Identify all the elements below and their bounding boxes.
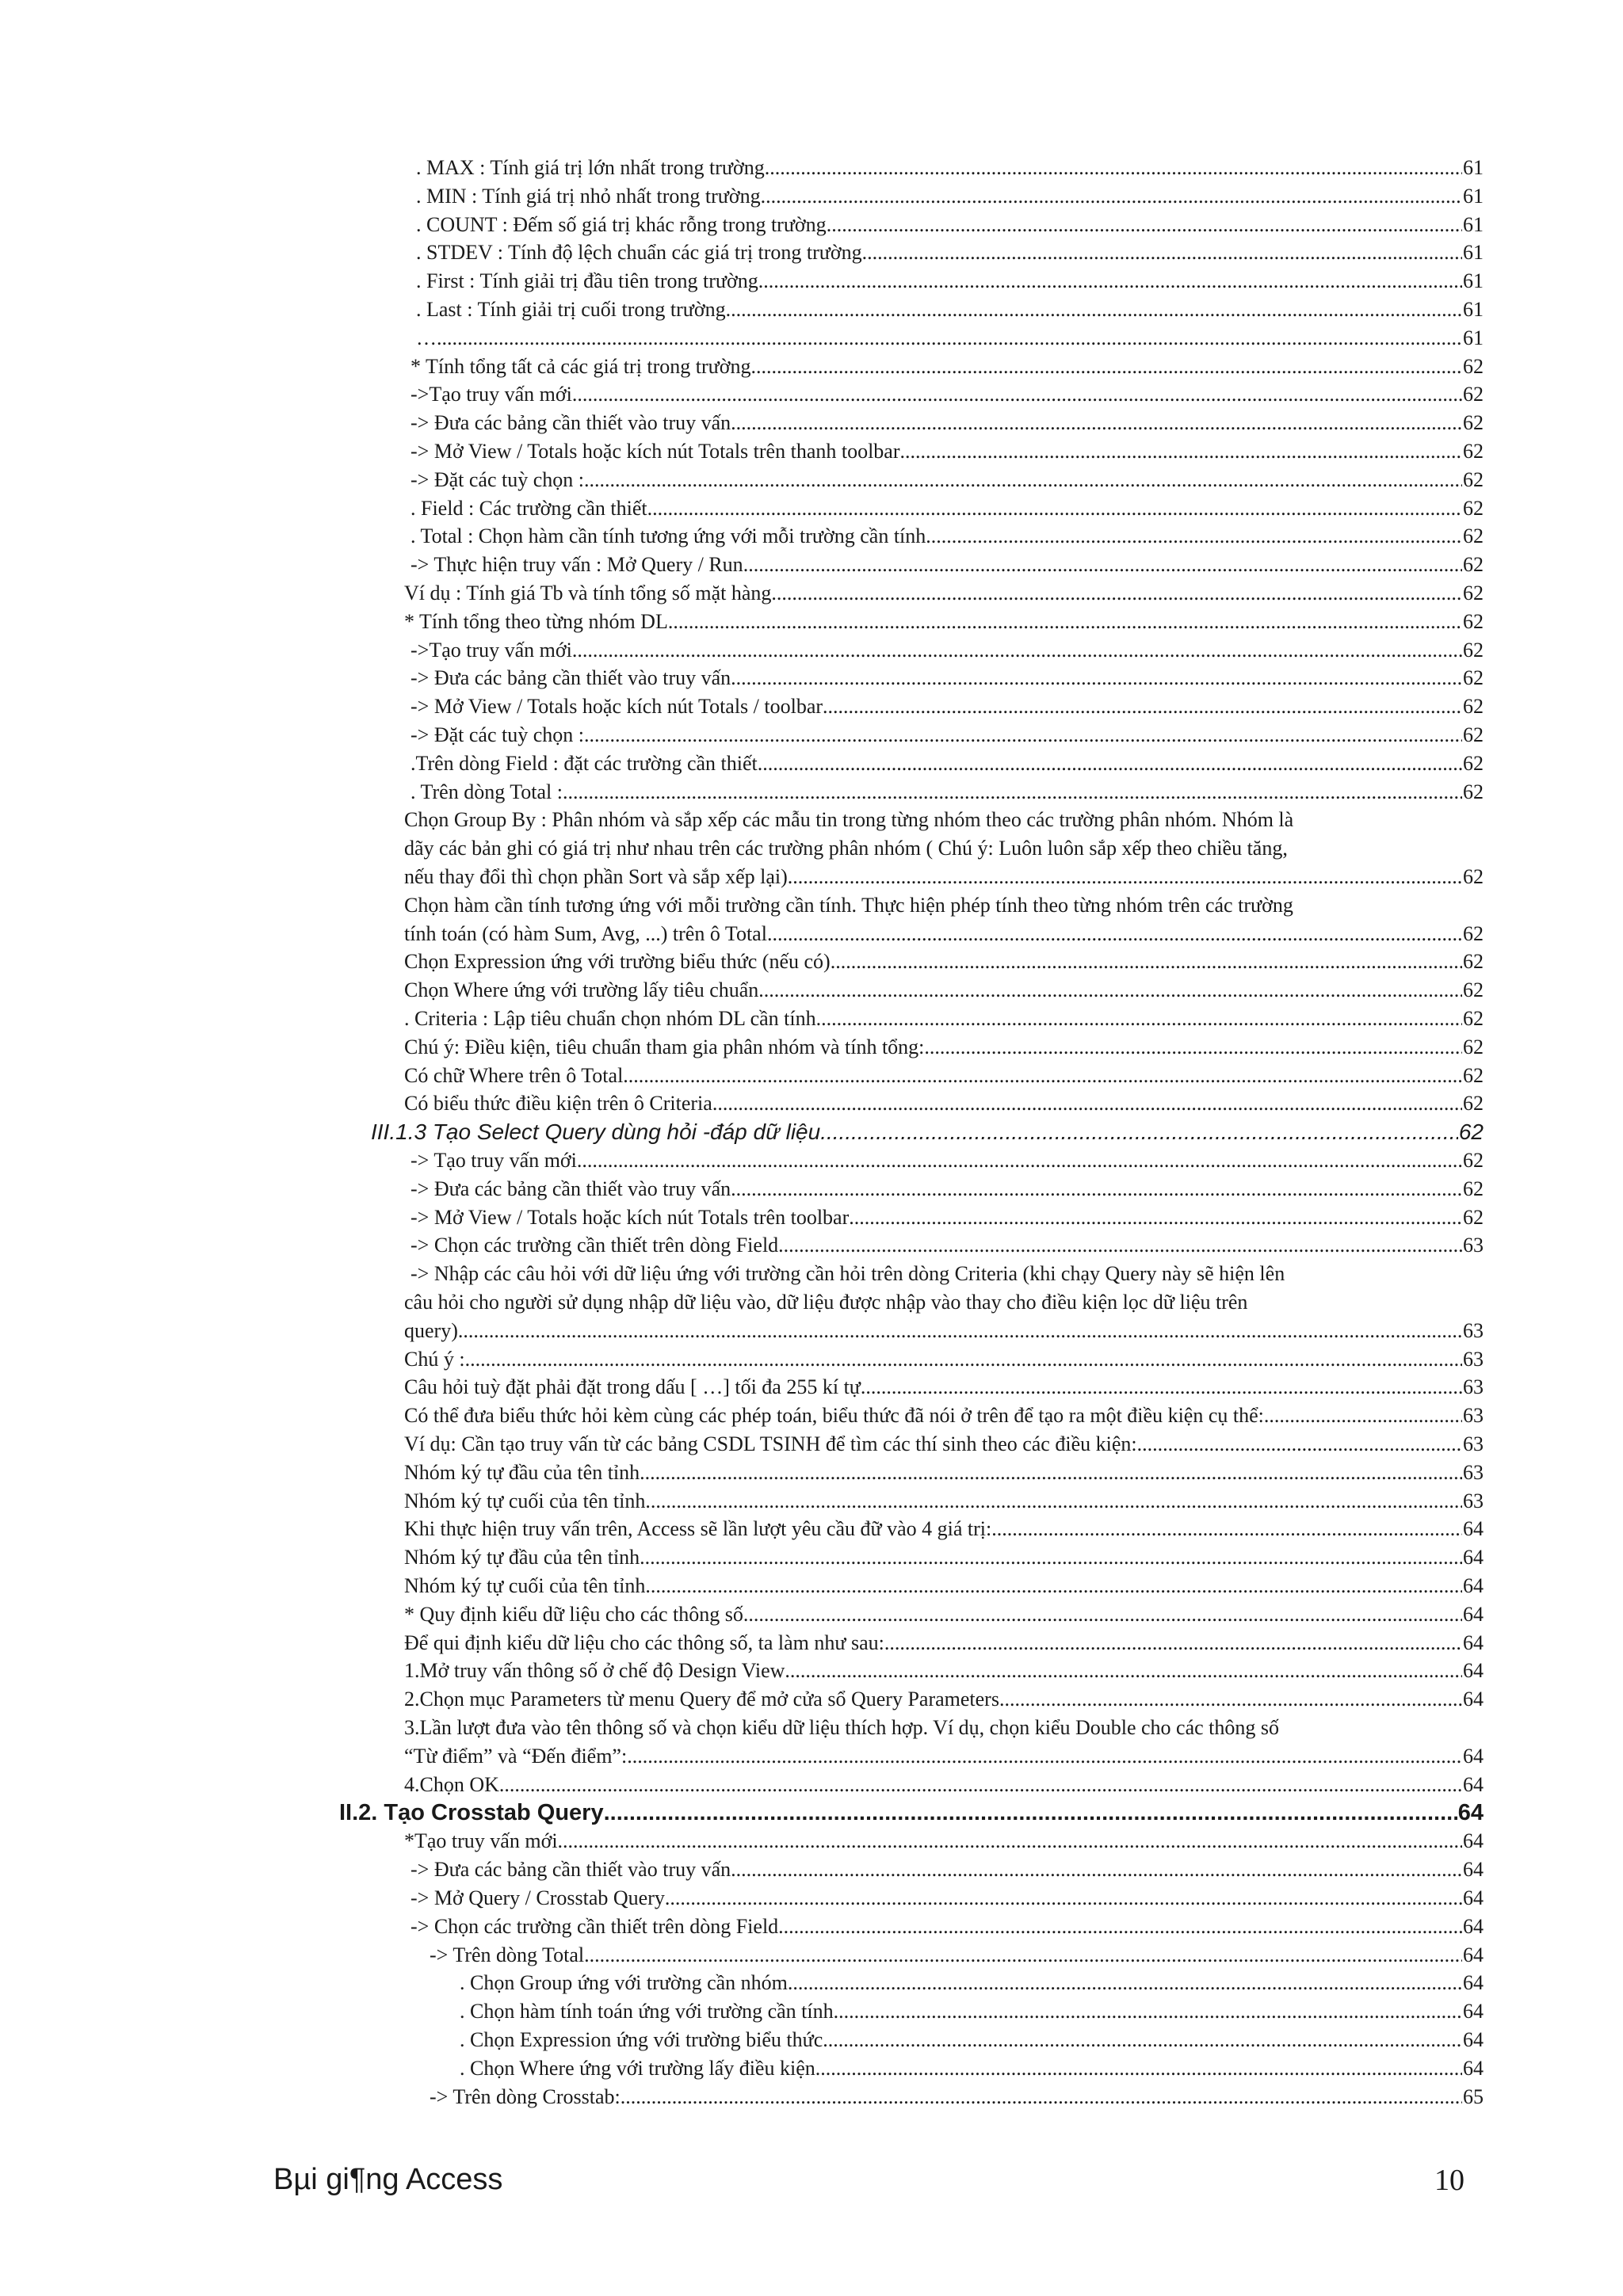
toc-page-number: 62 <box>1463 1149 1484 1173</box>
toc-entry-text: . Chọn Group ứng với trường cần nhóm <box>460 1971 788 1995</box>
toc-entry[interactable] <box>0 1685 1623 1714</box>
dot-leader <box>731 664 1462 692</box>
dot-leader <box>861 1373 1462 1402</box>
dot-leader <box>761 182 1462 211</box>
toc-entry[interactable] <box>0 211 1623 239</box>
toc-entry[interactable] <box>0 1175 1623 1203</box>
dot-leader <box>751 353 1462 381</box>
toc-page-number: 64 <box>1463 1602 1484 1626</box>
toc-entry[interactable] <box>0 1827 1623 1855</box>
toc-page-number: 62 <box>1463 1092 1484 1116</box>
dot-leader <box>731 409 1462 437</box>
toc-entry-text: . Chọn Where ứng với trường lấy điều kiện <box>460 2056 815 2080</box>
toc-entry-text: * Tính tổng theo từng nhóm DL <box>404 609 668 633</box>
toc-entry-text: -> Mở View / Totals hoặc kích nút Totals trên toolbar <box>411 1205 850 1229</box>
toc-entry[interactable] <box>0 1118 1623 1146</box>
toc-entry-text: . COUNT : Đếm số giá trị khác rỗng trong trường <box>416 212 827 236</box>
toc-entry-text: . Chọn Expression ứng với trường biểu thức <box>460 2028 823 2051</box>
dot-leader <box>849 1203 1462 1232</box>
toc-page-number: 62 <box>1463 609 1484 633</box>
table-of-contents <box>0 154 1623 2111</box>
toc-entry[interactable] <box>0 1373 1623 1402</box>
toc-entry[interactable] <box>0 182 1623 211</box>
dot-leader <box>788 1969 1462 1997</box>
dot-leader <box>785 1657 1462 1685</box>
toc-entry-text: Để qui định kiểu dữ liệu cho các thông số, ta làm như sau: <box>404 1630 884 1654</box>
toc-entry[interactable] <box>0 1771 1623 1799</box>
toc-page-number: 64 <box>1463 1943 1484 1966</box>
dot-leader <box>572 636 1462 665</box>
toc-page-number: 63 <box>1463 1460 1484 1484</box>
toc-entry[interactable] <box>0 1062 1623 1090</box>
toc-entry[interactable] <box>0 1572 1623 1600</box>
toc-entry-text: 2.Chọn mục Parameters từ menu Query để mở cửa sổ Query Parameters <box>404 1688 999 1711</box>
toc-entry[interactable] <box>0 834 1623 863</box>
toc-page-number: 64 <box>1463 1829 1484 1853</box>
toc-entry[interactable] <box>0 2083 1623 2111</box>
toc-page-number: 64 <box>1463 1546 1484 1569</box>
toc-entry-text: . MIN : Tính giá trị nhỏ nhất trong trường <box>416 184 761 208</box>
dot-leader <box>584 1941 1462 1970</box>
toc-entry[interactable] <box>0 1600 1623 1629</box>
dot-leader <box>584 466 1462 494</box>
toc-entry[interactable] <box>0 778 1623 807</box>
toc-entry-text: Chọn Where ứng với trường lấy tiêu chuẩn <box>404 978 759 1002</box>
toc-page-number: 62 <box>1463 864 1484 888</box>
toc-page-number: 63 <box>1463 1318 1484 1342</box>
toc-page-number: 63 <box>1463 1489 1484 1512</box>
toc-entry-text: * Quy định kiểu dữ liệu cho các thông số <box>404 1602 743 1626</box>
dot-leader <box>816 1005 1462 1033</box>
toc-entry-text: dãy các bản ghi có giá trị như nhau trên các trường phân nhóm ( Chú ý: Luôn luôn sắp xếp theo chiều tăng, <box>404 837 1288 860</box>
dot-leader <box>645 1572 1462 1600</box>
toc-page-number: 64 <box>1463 1914 1484 1938</box>
dot-leader <box>647 494 1462 523</box>
toc-entry[interactable] <box>0 1798 1623 1827</box>
toc-page-number: 62 <box>1463 1063 1484 1087</box>
dot-leader <box>778 1231 1462 1260</box>
toc-entry[interactable] <box>0 409 1623 437</box>
dot-leader <box>815 2054 1462 2083</box>
toc-entry-text: Có biểu thức điều kiện trên ô Criteria <box>404 1092 712 1116</box>
toc-entry-text: . Trên dòng Total : <box>411 780 563 803</box>
dot-leader <box>823 692 1462 721</box>
toc-page-number: 64 <box>1463 1688 1484 1711</box>
toc-page-number: 62 <box>1463 921 1484 945</box>
toc-entry[interactable] <box>0 749 1623 778</box>
toc-page-number: 62 <box>1463 666 1484 690</box>
toc-entry[interactable] <box>0 1543 1623 1572</box>
toc-entry[interactable] <box>0 636 1623 665</box>
toc-entry[interactable] <box>0 1515 1623 1543</box>
toc-entry[interactable] <box>0 296 1623 324</box>
dot-leader <box>743 551 1462 579</box>
toc-page-number: 62 <box>1463 383 1484 406</box>
toc-entry-text: . Criteria : Lập tiêu chuẩn chọn nhóm DL cần tính <box>404 1006 816 1030</box>
toc-entry-text: Chú ý : <box>404 1347 465 1371</box>
dot-leader <box>572 380 1462 409</box>
toc-entry[interactable] <box>0 1629 1623 1657</box>
dot-leader <box>743 1600 1462 1629</box>
toc-page-number: 61 <box>1463 241 1484 265</box>
toc-entry[interactable] <box>0 267 1623 296</box>
toc-entry-text: Nhóm ký tự đầu của tên tỉnh <box>404 1460 640 1484</box>
toc-entry[interactable] <box>0 692 1623 721</box>
toc-entry-text: -> Mở Query / Crosstab Query <box>411 1886 665 1910</box>
toc-entry[interactable] <box>0 1941 1623 1970</box>
toc-entry[interactable] <box>0 608 1623 636</box>
toc-page-number: 64 <box>1463 2000 1484 2023</box>
toc-entry[interactable] <box>0 1997 1623 2026</box>
toc-entry[interactable] <box>0 1459 1623 1487</box>
toc-page-number: 64 <box>1463 1744 1484 1768</box>
toc-entry[interactable] <box>0 1402 1623 1430</box>
toc-entry[interactable] <box>0 1884 1623 1913</box>
toc-entry[interactable] <box>0 494 1623 523</box>
dot-leader <box>640 1459 1462 1487</box>
dot-leader <box>765 154 1462 182</box>
dot-leader <box>788 863 1462 891</box>
toc-entry-text: II.2. Tạo Crosstab Query <box>339 1800 604 1826</box>
toc-entry-text: Ví dụ : Tính giá Tb và tính tổng số mặt hàng <box>404 581 772 605</box>
toc-entry[interactable] <box>0 579 1623 608</box>
toc-entry-text: nếu thay đổi thì chọn phần Sort và sắp xếp lại) <box>404 864 788 888</box>
toc-page-number: 61 <box>1463 212 1484 236</box>
toc-entry-text: Nhóm ký tự đầu của tên tỉnh <box>404 1546 640 1569</box>
toc-entry-text: Nhóm ký tự cuối của tên tỉnh <box>404 1574 646 1598</box>
dot-leader <box>627 1742 1462 1771</box>
dot-leader <box>831 948 1462 976</box>
toc-entry-text: ->Tạo truy vấn mới <box>411 383 572 406</box>
footer-page-number: 10 <box>1434 2164 1465 2197</box>
toc-entry-text: “Từ điểm” và “Đến điểm”: <box>404 1744 628 1768</box>
toc-entry-text: . Total : Chọn hàm cần tính tương ứng với mỗi trường cần tính <box>411 524 926 548</box>
toc-page-number: 64 <box>1457 1800 1484 1826</box>
toc-page-number: 62 <box>1463 439 1484 463</box>
toc-entry-text: . Field : Các trường cần thiết <box>411 496 647 520</box>
toc-entry[interactable] <box>0 1714 1623 1742</box>
dot-leader <box>437 324 1462 353</box>
dot-leader <box>465 1345 1462 1374</box>
toc-entry[interactable] <box>0 1260 1623 1288</box>
dot-leader <box>834 1997 1462 2026</box>
toc-entry[interactable] <box>0 1288 1623 1317</box>
footer-title: Bµi gi¶ng Access <box>273 2163 503 2196</box>
toc-entry[interactable] <box>0 2026 1623 2054</box>
toc-entry-text: -> Mở View / Totals hoặc kích nút Totals trên thanh toolbar <box>411 439 900 463</box>
toc-page-number: 62 <box>1463 496 1484 520</box>
dot-leader <box>999 1685 1462 1714</box>
dot-leader <box>1264 1402 1462 1430</box>
dot-leader <box>758 267 1462 296</box>
toc-page-number: 63 <box>1463 1432 1484 1456</box>
toc-entry-text: -> Chọn các trường cần thiết trên dòng Field <box>411 1234 779 1257</box>
dot-leader <box>823 2026 1462 2054</box>
toc-entry-text: 1.Mở truy vấn thông số ở chế độ Design View <box>404 1659 785 1683</box>
toc-entry[interactable] <box>0 1231 1623 1260</box>
toc-page-number: 61 <box>1463 184 1484 208</box>
toc-entry-text: III.1.3 Tạo Select Query dùng hỏi -đáp dữ liệu <box>371 1119 821 1145</box>
dot-leader <box>621 2083 1462 2111</box>
toc-page-number: 63 <box>1463 1375 1484 1399</box>
toc-page-number: 62 <box>1463 1177 1484 1200</box>
toc-page-number: 62 <box>1463 553 1484 577</box>
toc-page-number: 61 <box>1463 269 1484 293</box>
dot-leader <box>991 1515 1462 1543</box>
toc-entry-text: -> Đặt các tuỳ chọn : <box>411 467 584 491</box>
toc-entry[interactable] <box>0 863 1623 891</box>
toc-page-number: 62 <box>1463 411 1484 435</box>
dot-leader <box>563 778 1462 807</box>
dot-leader <box>758 749 1462 778</box>
dot-leader <box>884 1629 1462 1657</box>
toc-entry[interactable] <box>0 1430 1623 1459</box>
toc-entry-text: -> Đặt các tuỳ chọn : <box>411 723 584 746</box>
toc-entry[interactable] <box>0 1146 1623 1175</box>
toc-entry[interactable] <box>0 1345 1623 1374</box>
toc-entry[interactable] <box>0 664 1623 692</box>
toc-entry-text: Chọn Expression ứng với trường biểu thức (nếu có) <box>404 950 831 974</box>
toc-entry[interactable] <box>0 380 1623 409</box>
toc-entry-text: ->Tạo truy vấn mới <box>411 638 572 662</box>
toc-entry[interactable] <box>0 806 1623 834</box>
toc-entry-text: Chọn hàm cần tính tương ứng với mỗi trường cần tính. Thực hiện phép tính theo từng nhóm trên các trường <box>404 893 1293 917</box>
toc-entry[interactable] <box>0 1033 1623 1062</box>
toc-page-number: 64 <box>1463 1886 1484 1910</box>
toc-entry-text: Ví dụ: Cần tạo truy vấn từ các bảng CSDL TSINH để tìm các thí sinh theo các điều kiện: <box>404 1432 1137 1456</box>
toc-entry[interactable] <box>0 1487 1623 1516</box>
toc-entry-text: Câu hỏi tuỳ đặt phải đặt trong dấu [ …] tối đa 255 kí tự <box>404 1375 861 1399</box>
toc-entry-text: câu hỏi cho người sử dụng nhập dữ liệu vào, dữ liệu được nhập vào thay cho điều kiện lọc dữ liệu trên <box>404 1291 1248 1314</box>
toc-entry-text: 3.Lần lượt đưa vào tên thông số và chọn kiểu dữ liệu thích hợp. Ví dụ, chọn kiểu Double cho các thông số <box>404 1716 1280 1740</box>
dot-leader <box>712 1089 1462 1118</box>
dot-leader <box>924 1033 1462 1062</box>
toc-entry[interactable] <box>0 1089 1623 1118</box>
toc-entry[interactable] <box>0 1657 1623 1685</box>
toc-entry[interactable] <box>0 976 1623 1005</box>
toc-page-number: 64 <box>1463 2056 1484 2080</box>
toc-entry-text: Nhóm ký tự cuối của tên tỉnh <box>404 1489 646 1512</box>
toc-entry[interactable] <box>0 238 1623 267</box>
dot-leader <box>820 1118 1458 1146</box>
toc-page-number: 63 <box>1463 1404 1484 1428</box>
toc-entry[interactable] <box>0 466 1623 494</box>
toc-page-number: 62 <box>1463 581 1484 605</box>
toc-page-number: 62 <box>1463 638 1484 662</box>
toc-entry[interactable] <box>0 1742 1623 1771</box>
dot-leader <box>731 1855 1462 1884</box>
toc-page-number: 62 <box>1463 695 1484 719</box>
toc-entry-text: -> Đưa các bảng cần thiết vào truy vấn <box>411 411 731 435</box>
toc-entry[interactable] <box>0 1005 1623 1033</box>
toc-page-number: 62 <box>1463 723 1484 746</box>
toc-entry[interactable] <box>0 522 1623 551</box>
toc-entry-text: . Last : Tính giải trị cuối trong trường <box>416 297 726 321</box>
dot-leader <box>577 1146 1462 1175</box>
toc-entry-text: 4.Chọn OK <box>404 1772 499 1796</box>
toc-entry-text: .Trên dòng Field : đặt các trường cần thiết <box>411 751 758 775</box>
toc-page-number: 62 <box>1463 467 1484 491</box>
toc-entry-text: Chú ý: Điều kiện, tiêu chuẩn tham gia phân nhóm và tính tổng: <box>404 1035 925 1058</box>
dot-leader <box>926 522 1462 551</box>
toc-page-number: 62 <box>1463 780 1484 803</box>
toc-entry[interactable] <box>0 1855 1623 1884</box>
toc-entry[interactable] <box>0 437 1623 466</box>
toc-entry-text: Khi thực hiện truy vấn trên, Access sẽ lần lượt yêu cầu đữ vào 4 giá trị: <box>404 1517 992 1541</box>
toc-entry[interactable] <box>0 551 1623 579</box>
toc-entry-text: * Tính tổng tất cả các giá trị trong trường <box>411 354 751 378</box>
toc-page-number: 61 <box>1463 326 1484 349</box>
toc-page-number: 62 <box>1458 1119 1484 1145</box>
toc-entry[interactable] <box>0 353 1623 381</box>
toc-page-number: 64 <box>1463 1971 1484 1995</box>
toc-entry[interactable] <box>0 891 1623 920</box>
dot-leader <box>862 238 1462 267</box>
toc-entry-text: -> Trên dòng Total <box>430 1943 585 1966</box>
dot-leader <box>558 1827 1462 1855</box>
dot-leader <box>458 1317 1462 1345</box>
dot-leader <box>623 1062 1462 1090</box>
toc-page-number: 61 <box>1463 156 1484 179</box>
toc-entry[interactable] <box>0 154 1623 182</box>
dot-leader <box>1137 1430 1462 1459</box>
toc-entry-text: *Tạo truy vấn mới <box>404 1829 558 1853</box>
toc-entry-text: -> Nhập các câu hỏi với dữ liệu ứng với trường cần hỏi trên dòng Criteria (khi chạy Query này sẽ hiện lên <box>411 1262 1285 1286</box>
toc-entry-text: -> Mở View / Totals hoặc kích nút Totals / toolbar <box>411 695 823 719</box>
toc-page-number: 62 <box>1463 1205 1484 1229</box>
toc-page-number: 62 <box>1463 354 1484 378</box>
toc-entry-text: . MAX : Tính giá trị lớn nhất trong trường <box>416 156 765 179</box>
dot-leader <box>900 437 1463 466</box>
dot-leader <box>499 1771 1462 1799</box>
dot-leader <box>827 211 1462 239</box>
toc-page-number: 63 <box>1463 1347 1484 1371</box>
toc-page-number: 62 <box>1463 950 1484 974</box>
toc-entry-text: -> Đưa các bảng cần thiết vào truy vấn <box>411 666 731 690</box>
dot-leader <box>584 721 1462 749</box>
toc-entry-text: -> Tạo truy vấn mới <box>411 1149 577 1173</box>
toc-page-number: 61 <box>1463 297 1484 321</box>
toc-entry-text: tính toán (có hàm Sum, Avg, ...) trên ô Total <box>404 921 767 945</box>
toc-page-number: 64 <box>1463 1630 1484 1654</box>
toc-entry[interactable] <box>0 721 1623 749</box>
toc-page-number: 63 <box>1463 1234 1484 1257</box>
toc-page-number: 64 <box>1463 2028 1484 2051</box>
toc-page-number: 64 <box>1463 1659 1484 1683</box>
toc-entry[interactable] <box>0 1969 1623 1997</box>
toc-page-number: 64 <box>1463 1517 1484 1541</box>
dot-leader <box>771 579 1462 608</box>
toc-entry-text: -> Đưa các bảng cần thiết vào truy vấn <box>411 1177 731 1200</box>
toc-page-number: 62 <box>1463 978 1484 1002</box>
toc-entry-text: -> Chọn các trường cần thiết trên dòng Field <box>411 1914 779 1938</box>
toc-page-number: 64 <box>1463 1858 1484 1882</box>
dot-leader <box>778 1913 1462 1941</box>
dot-leader <box>665 1884 1462 1913</box>
dot-leader <box>645 1487 1462 1516</box>
toc-page-number: 65 <box>1463 2084 1484 2108</box>
toc-entry-text: Có thể đưa biểu thức hỏi kèm cùng các phép toán, biểu thức đã nói ở trên để tạo ra một điều kiện cụ thể: <box>404 1404 1264 1428</box>
toc-entry-text: … <box>416 326 437 349</box>
dot-leader <box>767 920 1462 948</box>
toc-page-number: 62 <box>1463 524 1484 548</box>
toc-entry-text: Chọn Group By : Phân nhóm và sắp xếp các mẫu tin trong từng nhóm theo các trường phân nhóm. Nhóm là <box>404 808 1294 832</box>
toc-page-number: 64 <box>1463 1772 1484 1796</box>
toc-entry-text: Có chữ Where trên ô Total <box>404 1063 624 1087</box>
toc-entry[interactable] <box>0 1203 1623 1232</box>
toc-page-number: 62 <box>1463 751 1484 775</box>
toc-entry-text: -> Đưa các bảng cần thiết vào truy vấn <box>411 1858 731 1882</box>
dot-leader <box>640 1543 1462 1572</box>
dot-leader <box>726 296 1462 324</box>
dot-leader <box>758 976 1462 1005</box>
toc-entry-text: -> Trên dòng Crosstab: <box>430 2084 621 2108</box>
toc-entry-text: query) <box>404 1318 458 1342</box>
toc-entry-text: -> Thực hiện truy vấn : Mở Query / Run <box>411 553 743 577</box>
toc-entry-text: . First : Tính giải trị đầu tiên trong trường <box>416 269 758 293</box>
toc-entry[interactable] <box>0 2054 1623 2083</box>
toc-entry[interactable] <box>0 1913 1623 1941</box>
toc-entry-text: . STDEV : Tính độ lệch chuẩn các giá trị trong trường <box>416 241 862 265</box>
toc-page-number: 62 <box>1463 1006 1484 1030</box>
toc-entry[interactable] <box>0 948 1623 976</box>
toc-entry[interactable] <box>0 920 1623 948</box>
toc-entry[interactable] <box>0 1317 1623 1345</box>
dot-leader <box>731 1175 1462 1203</box>
toc-page-number: 62 <box>1463 1035 1484 1058</box>
toc-page-number: 64 <box>1463 1574 1484 1598</box>
toc-entry-text: . Chọn hàm tính toán ứng với trường cần tính <box>460 2000 834 2023</box>
toc-entry[interactable] <box>0 324 1623 353</box>
dot-leader <box>668 608 1462 636</box>
dot-leader <box>604 1798 1457 1827</box>
